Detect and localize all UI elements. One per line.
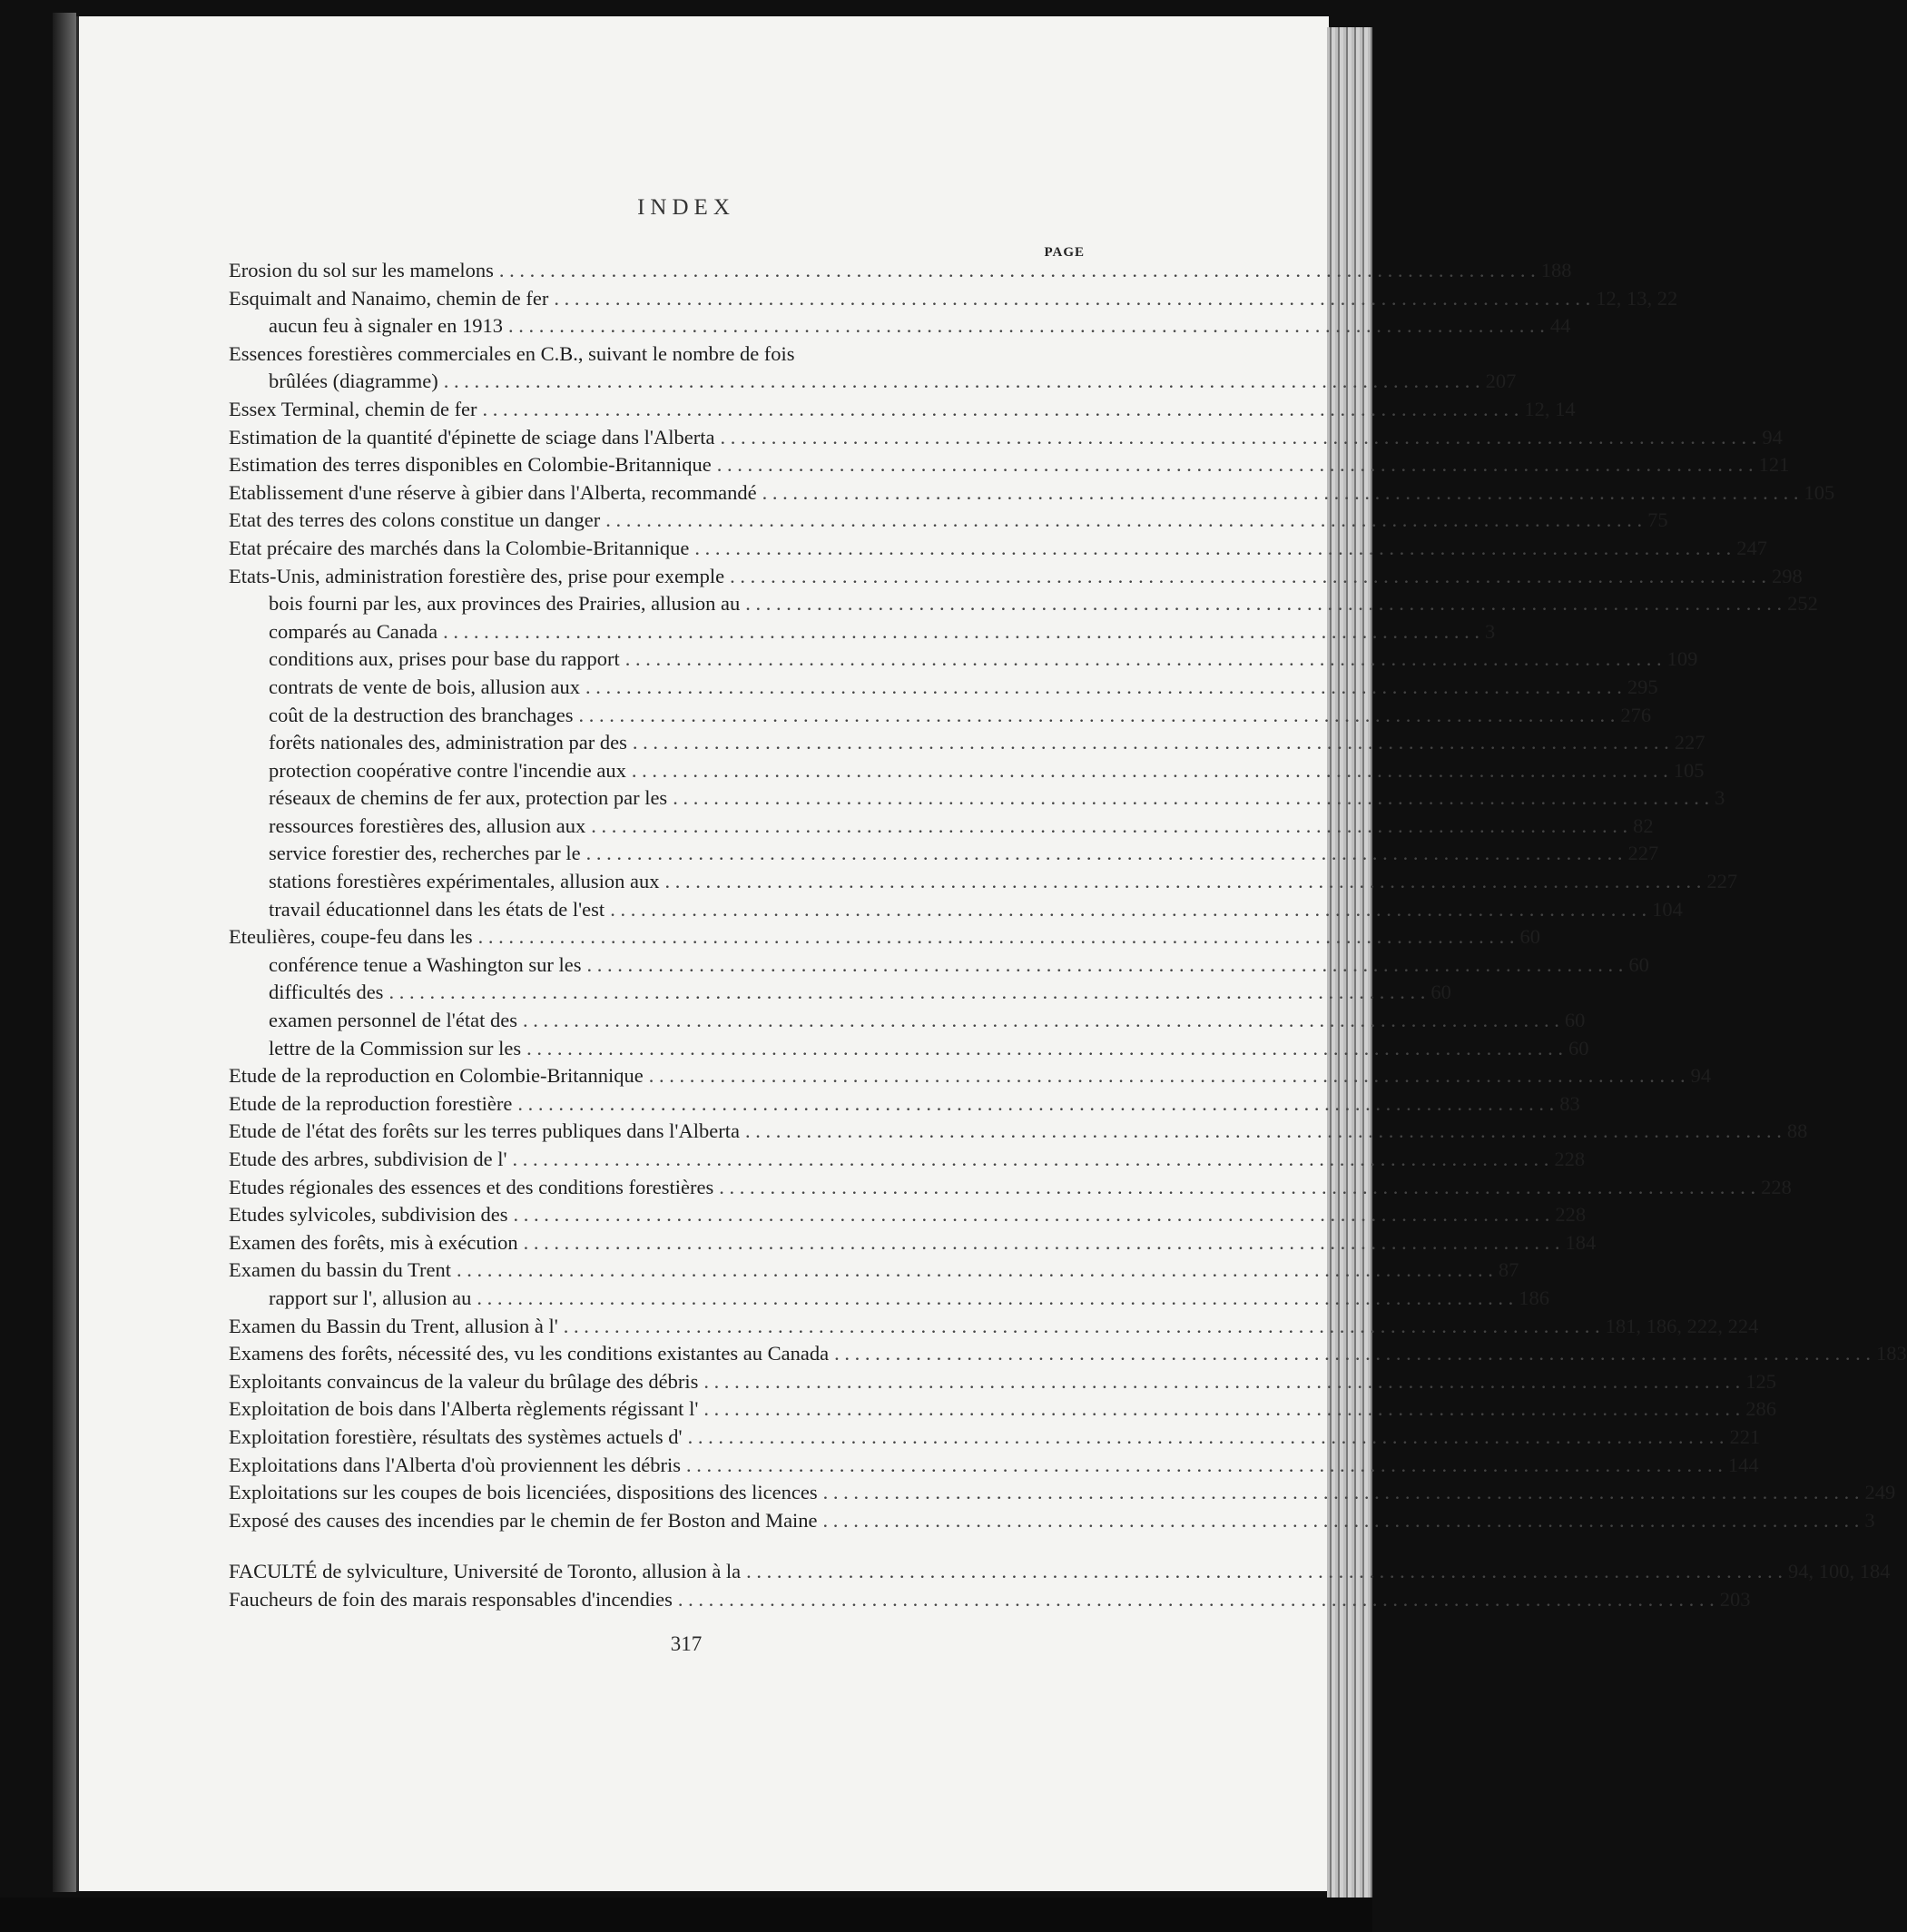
index-entry-page: 3 xyxy=(1485,619,1496,643)
leader-dots xyxy=(745,590,1782,618)
index-entry xyxy=(229,1174,1792,1202)
leader-dots xyxy=(586,840,1623,868)
index-entry-page: 88 xyxy=(1786,1119,1808,1143)
index-entry-page: 75 xyxy=(1647,508,1668,532)
index-entry-text: Exposé des causes des incendies par le chemin de fer Boston and Maine xyxy=(229,1508,818,1532)
index-entry-page: 227 xyxy=(1627,842,1659,865)
index-entry-text: Exploitation de bois dans l'Alberta règlements régissant l' xyxy=(229,1397,699,1421)
index-entry xyxy=(229,896,1683,924)
index-entry xyxy=(229,340,1086,369)
index-entry-text: Exploitations sur les coupes de bois licenciées, dispositions des licences xyxy=(229,1481,818,1504)
leader-dots xyxy=(587,951,1624,980)
leader-dots xyxy=(730,563,1766,591)
index-entry-page: 249 xyxy=(1864,1481,1896,1504)
index-entry-page: 276 xyxy=(1620,703,1652,726)
index-entry-text: Faucheurs de foin des marais responsables d'incendies xyxy=(229,1587,673,1611)
index-entry xyxy=(229,1146,1586,1174)
index-entry xyxy=(229,784,1725,813)
index-entry-page: 82 xyxy=(1633,813,1654,837)
index-entry-text: contrats de vente de bois, allusion aux xyxy=(269,675,581,698)
index-entry xyxy=(229,1118,1808,1146)
index-entry-page: 186 xyxy=(1519,1286,1550,1309)
leader-dots xyxy=(508,312,1545,340)
leader-dots xyxy=(499,257,1536,285)
index-entry-text: Etude des arbres, subdivision de l' xyxy=(229,1148,507,1170)
index-entry-text: Estimation des terres disponibles en Colombie-Britannique xyxy=(229,453,712,477)
index-entry-text: Essences forestières commerciales en C.B., suivant le nombre de fois xyxy=(229,341,795,365)
leader-dots xyxy=(457,1257,1493,1285)
index-entry-text: Estimation de la quantité d'épinette de sciage dans l'Alberta xyxy=(229,425,715,448)
leader-dots xyxy=(513,1146,1549,1174)
index-entry-text: examen personnel de l'état des xyxy=(269,1009,517,1032)
index-entry-page: 227 xyxy=(1706,870,1738,893)
index-entry-text: Etablissement d'une réserve à gibier dans l'Alberta, recommandé xyxy=(229,480,757,504)
leader-dots xyxy=(649,1062,1686,1090)
index-entry xyxy=(229,257,1572,285)
index-entry-page: 221 xyxy=(1729,1424,1761,1448)
index-entry-text: Examen du bassin du Trent xyxy=(229,1258,451,1282)
index-entry xyxy=(229,1507,1875,1535)
index-entry-page: 183 xyxy=(1875,1342,1907,1365)
index-entry-text: Essex Terminal, chemin de fer xyxy=(229,397,477,420)
index-entry xyxy=(229,1395,1776,1424)
leader-dots xyxy=(610,896,1647,924)
index-entry-text: Exploitations dans l'Alberta d'où proviennent les débris xyxy=(229,1453,682,1476)
index-entry-page: 181, 186, 222, 224 xyxy=(1605,1314,1759,1337)
index-entry xyxy=(229,1062,1712,1090)
index-entry xyxy=(229,1479,1896,1507)
index-entry-page: 105 xyxy=(1673,758,1705,782)
leader-dots xyxy=(483,396,1519,424)
index-entry xyxy=(229,868,1738,896)
leader-dots xyxy=(514,1201,1550,1229)
index-entry-text: Esquimalt and Nanaimo, chemin de fer xyxy=(229,286,549,310)
index-entry xyxy=(229,1201,1587,1229)
leader-dots xyxy=(746,1558,1783,1586)
index-entry-page: 3 xyxy=(1864,1508,1875,1532)
index-entry xyxy=(229,1586,1751,1614)
index-entry-page: 207 xyxy=(1485,370,1517,393)
index-entry-page: 12, 14 xyxy=(1524,397,1576,420)
leader-dots xyxy=(526,1035,1563,1063)
leader-dots xyxy=(605,507,1642,535)
index-entry-text: ressources forestières des, allusion aux xyxy=(269,813,586,837)
index-entry xyxy=(229,590,1818,618)
index-entry xyxy=(229,979,1451,1007)
index-entry-text: FACULTÉ de sylviculture, Université de Toronto, allusion à la xyxy=(229,1560,742,1583)
leader-dots xyxy=(762,479,1799,508)
index-entry xyxy=(229,1558,1891,1586)
index-entry xyxy=(229,813,1654,841)
index-entry xyxy=(229,1368,1776,1396)
index-entry-page: 104 xyxy=(1652,897,1683,921)
index-entry xyxy=(229,1313,1759,1341)
index-entry-page: 203 xyxy=(1719,1587,1751,1611)
index-entry-text: Examens des forêts, nécessité des, vu les conditions existantes au Canada xyxy=(229,1342,830,1365)
index-entry-text: Etat précaire des marchés dans la Colombie-Britannique xyxy=(229,536,690,559)
index-entry-page: 94 xyxy=(1762,425,1783,448)
index-entry-page: 60 xyxy=(1628,952,1649,976)
index-entry xyxy=(229,1090,1580,1119)
index-entry-text: Etude de la reproduction forestière xyxy=(229,1091,513,1115)
index-entry-page: 228 xyxy=(1555,1203,1587,1227)
index-entry-page: 105 xyxy=(1804,480,1835,504)
leader-dots xyxy=(523,1007,1559,1035)
leader-dots xyxy=(686,1452,1723,1480)
index-entry-page: 60 xyxy=(1568,1036,1589,1060)
index-entry-text: Erosion du sol sur les mamelons xyxy=(229,259,494,281)
leader-dots xyxy=(477,1285,1513,1313)
leader-dots xyxy=(633,729,1669,757)
index-entry-page: 286 xyxy=(1745,1397,1776,1421)
index-entry-text: protection coopérative contre l'incendie aux xyxy=(269,758,626,782)
index-entry-page: 252 xyxy=(1787,592,1818,616)
index-entry-page: 94, 100, 184 xyxy=(1788,1560,1891,1583)
index-entry xyxy=(229,1452,1759,1480)
leader-dots xyxy=(720,424,1756,452)
index-entry-page: 295 xyxy=(1627,675,1658,698)
index-entry xyxy=(229,702,1652,730)
leader-dots xyxy=(688,1424,1725,1452)
leader-dots xyxy=(719,1174,1755,1202)
page-heading: INDEX xyxy=(637,195,735,220)
index-entry xyxy=(229,368,1517,396)
leader-dots xyxy=(579,702,1616,730)
index-entry xyxy=(229,646,1698,674)
leader-dots xyxy=(443,618,1479,646)
index-entry xyxy=(229,1035,1589,1063)
leader-dots xyxy=(625,646,1662,674)
index-entry-page: 227 xyxy=(1674,731,1705,754)
index-entry-text: rapport sur l', allusion au xyxy=(269,1286,472,1309)
index-entry xyxy=(229,1424,1761,1452)
index-entry xyxy=(229,535,1767,563)
index-entry xyxy=(229,563,1803,591)
index-entry xyxy=(229,757,1705,785)
index-entry xyxy=(229,923,1541,951)
leader-dots xyxy=(673,784,1709,813)
index-entries xyxy=(229,257,1907,1614)
index-entry-text: travail éducationnel dans les états de l'est xyxy=(269,897,605,921)
index-entry xyxy=(229,507,1668,535)
index-entry-text: Etats-Unis, administration forestière des, prise pour exemple xyxy=(229,564,725,587)
index-entry-page: 12, 13, 22 xyxy=(1596,286,1678,310)
index-entry-page: 60 xyxy=(1519,925,1541,949)
index-entry xyxy=(229,451,1790,479)
index-entry-page: 125 xyxy=(1745,1369,1776,1393)
leader-dots xyxy=(703,1395,1740,1424)
index-entry xyxy=(229,424,1783,452)
leader-dots xyxy=(717,451,1754,479)
leader-dots xyxy=(564,1313,1600,1341)
index-entry-text: lettre de la Commission sur les xyxy=(269,1036,522,1060)
index-entry-text: conditions aux, prises pour base du rapport xyxy=(269,647,620,671)
index-entry-page: 44 xyxy=(1549,314,1571,338)
leader-dots xyxy=(834,1340,1871,1368)
leader-dots xyxy=(678,1586,1715,1614)
index-entry-text: difficultés des xyxy=(269,981,384,1004)
index-entry-text: service forestier des, recherches par le xyxy=(269,842,581,865)
leader-dots xyxy=(444,368,1480,396)
index-entry-page: 60 xyxy=(1430,981,1451,1004)
index-entry-text: Etudes régionales des essences et des conditions forestières xyxy=(229,1175,714,1198)
index-entry-text: coût de la destruction des branchages xyxy=(269,703,574,726)
leader-dots xyxy=(665,868,1702,896)
page-column-label: PAGE xyxy=(1044,245,1085,260)
index-entry-text: Etat des terres des colons constitue un danger xyxy=(229,508,601,532)
leader-dots xyxy=(694,535,1731,563)
index-entry-page: 121 xyxy=(1758,453,1790,477)
leader-dots xyxy=(517,1090,1554,1119)
index-entry xyxy=(229,1285,1550,1313)
index-entry-text: aucun feu à signaler en 1913 xyxy=(269,314,504,338)
book-spine-shadow xyxy=(53,13,76,1892)
index-entry xyxy=(229,729,1705,757)
index-entry xyxy=(229,951,1649,980)
index-entry xyxy=(229,1229,1597,1257)
leader-dots xyxy=(585,674,1622,702)
leader-dots xyxy=(632,757,1668,785)
index-entry-page: 94 xyxy=(1690,1064,1712,1088)
index-entry xyxy=(229,479,1835,508)
page-number: 317 xyxy=(670,1632,703,1655)
index-entry xyxy=(229,396,1576,424)
index-entry xyxy=(229,285,1678,313)
index-entry-text: Etude de l'état des forêts sur les terres publiques dans l'Alberta xyxy=(229,1119,740,1143)
index-entry-text: Etudes sylvicoles, subdivision des xyxy=(229,1203,508,1227)
index-entry-page: 60 xyxy=(1564,1009,1586,1032)
index-entry xyxy=(229,840,1659,868)
index-entry-text: bois fourni par les, aux provinces des Prairies, allusion au xyxy=(269,592,741,616)
index-entry-text: Exploitation forestière, résultats des systèmes actuels d' xyxy=(229,1424,683,1448)
index-entry xyxy=(229,618,1496,646)
index-entry xyxy=(229,312,1571,340)
index-entry-page: 144 xyxy=(1727,1453,1759,1476)
index-entry xyxy=(229,1340,1907,1368)
leader-dots xyxy=(591,813,1627,841)
index-entry-page: 298 xyxy=(1771,564,1803,587)
index-entry xyxy=(229,1257,1519,1285)
index-entry-page: 184 xyxy=(1565,1230,1597,1254)
index-entry-page: 247 xyxy=(1736,536,1767,559)
index-entry-text: Examen du Bassin du Trent, allusion à l' xyxy=(229,1314,558,1337)
index-entry-text: stations forestières expérimentales, allusion aux xyxy=(269,870,660,893)
leader-dots xyxy=(703,1368,1740,1396)
index-entry-page: 3 xyxy=(1715,786,1725,810)
index-entry-text: Etude de la reproduction en Colombie-Britannique xyxy=(229,1064,644,1088)
scan-border xyxy=(0,1898,1372,1932)
index-entry-text: comparés au Canada xyxy=(269,619,438,643)
index-entry-text: brûlées (diagramme) xyxy=(269,370,438,393)
index-entry-text: réseaux de chemins de fer aux, protection par les xyxy=(269,786,668,810)
index-entry-page: 228 xyxy=(1554,1148,1586,1170)
index-entry-page: 188 xyxy=(1540,259,1572,281)
leader-dots xyxy=(388,979,1425,1007)
index-entry-page: 109 xyxy=(1666,647,1698,671)
leader-dots xyxy=(823,1507,1860,1535)
leader-dots xyxy=(478,923,1515,951)
index-entry-text: Eteulières, coupe-feu dans les xyxy=(229,925,473,949)
leader-dots xyxy=(745,1118,1782,1146)
index-entry xyxy=(229,674,1658,702)
leader-dots xyxy=(524,1229,1560,1257)
leader-dots xyxy=(823,1479,1860,1507)
index-entry-text: forêts nationales des, administration par des xyxy=(269,731,627,754)
leader-dots xyxy=(554,285,1590,313)
index-entry-text: Examen des forêts, mis à exécution xyxy=(229,1230,518,1254)
index-entry-page: 228 xyxy=(1761,1175,1792,1198)
index-entry-text: conférence tenue a Washington sur les xyxy=(269,952,582,976)
index-entry xyxy=(229,1007,1586,1035)
index-entry-page: 83 xyxy=(1559,1091,1580,1115)
index-entry-text: Exploitants convaincus de la valeur du brûlage des débris xyxy=(229,1369,699,1393)
index-entry-page: 87 xyxy=(1498,1258,1519,1282)
